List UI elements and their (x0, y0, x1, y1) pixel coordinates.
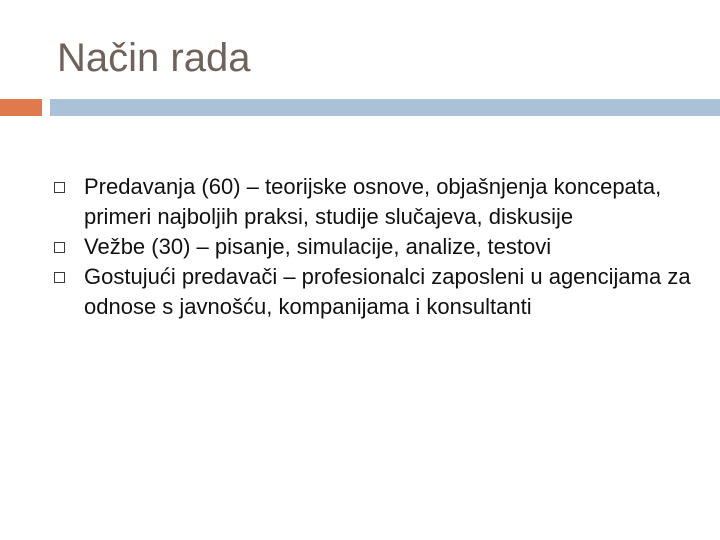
square-bullet-icon (54, 272, 65, 283)
bullet-item (0, 262, 720, 322)
square-bullet-icon (54, 182, 65, 193)
bullet-item (0, 172, 720, 232)
square-bullet-icon (54, 242, 65, 253)
title-divider-bar (50, 99, 720, 116)
bullet-text: Gostujući predavači – profesionalci zaposleni u agencijama za odnose s javnošću, kompanijama i konsultanti (84, 264, 691, 319)
bullet-text: Predavanja (60) – teorijske osnove, objašnjenja koncepata, primeri najboljih praksi, studije slučajeva, diskusije (84, 174, 662, 229)
bullet-item (0, 232, 720, 262)
title-divider-accent (0, 99, 42, 116)
bullet-list (0, 172, 720, 322)
bullet-text: Vežbe (30) – pisanje, simulacije, analize, testovi (84, 234, 552, 259)
slide-title: Način rada (57, 36, 251, 80)
